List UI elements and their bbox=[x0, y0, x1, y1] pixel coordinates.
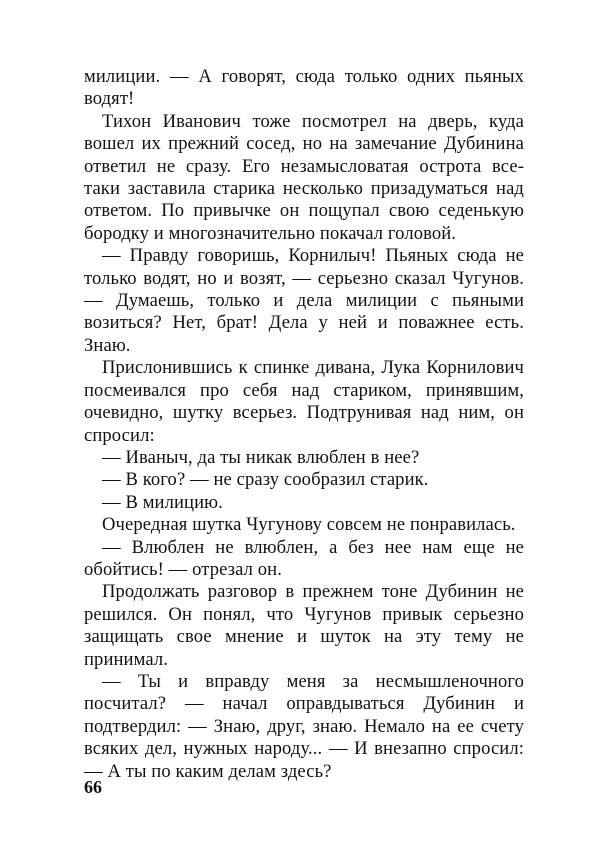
paragraph-dialogue: — Иваныч, да ты никак влюблен в нее? bbox=[102, 446, 420, 468]
page-number: 66 bbox=[84, 777, 102, 797]
paragraph-narration: Продолжать разговор в прежнем тоне Дубинин не решился. Он понял, что Чугунов привык серьезно защищать свое мнение и шуток на эту тему не принимал. bbox=[84, 581, 524, 670]
paragraph-dialogue: — Влюблен не влюблен, а без нее нам еще не обойтись! — отрезал он. bbox=[84, 536, 524, 580]
paragraph-dialogue: — Правду говоришь, Корнилыч! Пьяных сюда не только водят, но и возят, — серьезно сказал Чугунов. — Думаешь, только и дела милиции с пьяными возиться? Нет, брат! Дела у ней и поважнее есть. Знаю. bbox=[84, 245, 524, 356]
paragraph-narration: Прислонившись к спинке дивана, Лука Корнилович посмеивался про себя над стариком, принявшим, очевидно, шутку всерьез. Подтрунивая над ним, он спросил: bbox=[84, 357, 524, 446]
book-page bbox=[84, 66, 524, 826]
paragraph-dialogue: — В кого? — не сразу сообразил старик. bbox=[102, 469, 429, 491]
paragraph-dialogue: — Ты и вправду меня за несмышленочного посчитал? — начал оправдываться Дубинин и подтвердил: — Знаю, друг, знаю. Немало на ее счету всяких дел, нужных народу... — И внезапно спросил: — А ты по каким делам здесь? bbox=[84, 670, 524, 782]
page-body-text bbox=[84, 66, 524, 783]
paragraph-narration: Тихон Иванович тоже посмотрел на дверь, куда вошел их прежний сосед, но на замечание Дубинина ответил не сразу. Его незамысловатая острота все-таки заставила старика несколько призадуматься над ответом. По привычке он пощупал свою седенькую бородку и многозначительно покачал головой. bbox=[84, 110, 524, 244]
paragraph-continuation: милиции. — А говорят, сюда только одних пьяных водят! bbox=[84, 66, 524, 110]
paragraph-dialogue: — В милицию. bbox=[102, 491, 223, 513]
paragraph-narration: Очередная шутка Чугунову совсем не понравилась. bbox=[102, 514, 516, 536]
